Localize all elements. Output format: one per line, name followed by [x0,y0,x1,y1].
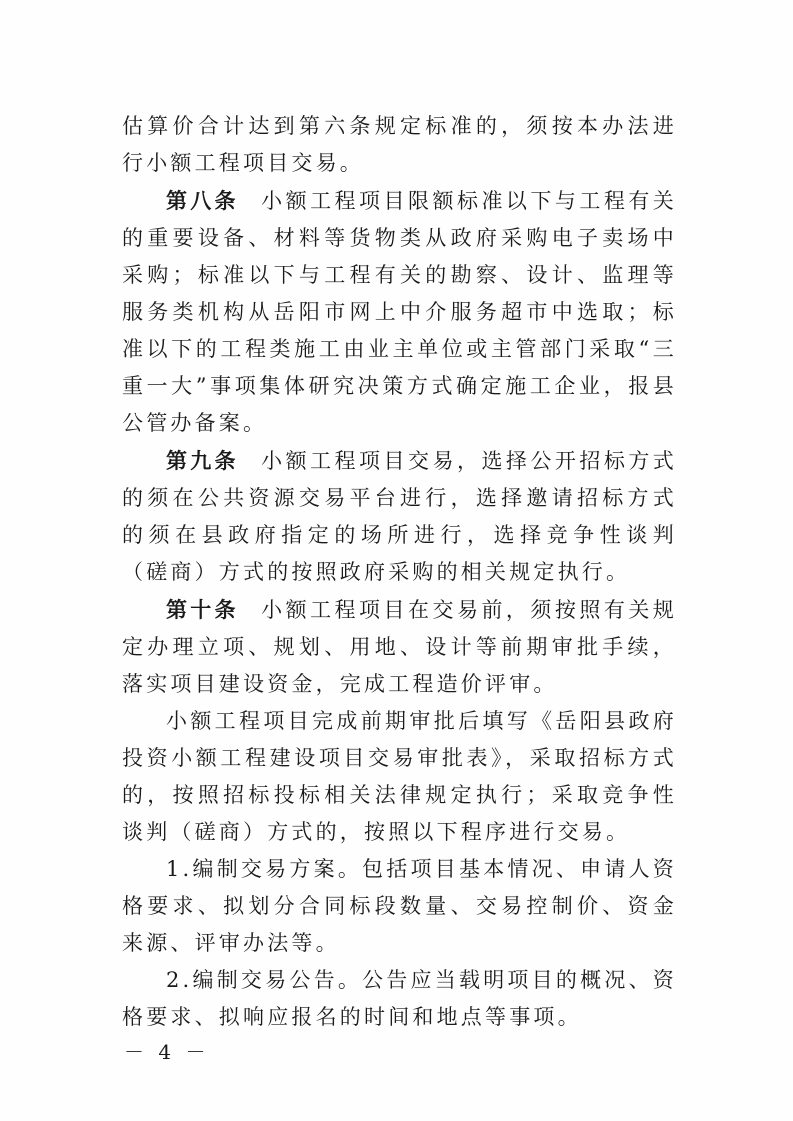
paragraph-text: 估算价合计达到第六条规定标准的，须按本办法进行小额工程项目交易。 [122,114,677,175]
article-10 [122,591,677,703]
paragraph-text: 小额工程项目完成前期审批后填写《岳阳县政府投资小额工程建设项目交易审批表》，采取招标方式的，按照招标投标相关法律规定执行；采取竞争性谈判（磋商）方式的，按照以下程序进行交易。 [122,709,677,844]
paragraph-text: 1.编制交易方案。包括项目基本情况、申请人资格要求、拟划分合同标段数量、交易控制价、资金来源、评审办法等。 [122,857,677,955]
paragraph-text: 小额工程项目在交易前，须按照有关规定办理立项、规划、用地、设计等前期审批手续，落实项目建设资金，完成工程造价评审。 [122,598,677,696]
paragraph-text: 小额工程项目交易，选择公开招标方式的须在公共资源交易平台进行，选择邀请招标方式的须在县政府指定的场所进行，选择竞争性谈判（磋商）方式的按照政府采购的相关规定执行。 [122,449,677,584]
article-8 [122,182,677,442]
list-item-1 [122,851,677,962]
page-number: － 4 － [124,1040,210,1064]
list-item-2 [122,962,677,1036]
article-heading: 第九条 [166,448,239,473]
article-heading: 第八条 [166,188,239,213]
paragraph-text: 2.编制交易公告。公告应当载明项目的概况、资格要求、拟响应报名的时间和地点等事项。 [122,968,677,1029]
article-9 [122,442,677,591]
paragraph-procedure-intro [122,703,677,851]
document-body [122,108,677,1036]
article-heading: 第十条 [166,597,239,622]
paragraph-text: 小额工程项目限额标准以下与工程有关的重要设备、材料等货物类从政府采购电子卖场中采购；标准以下与工程有关的勘察、设计、监理等服务类机构从岳阳市网上中介服务超市中选取；标准以下的工程类施工由业主单位或主管部门采取“三重一大”事项集体研究决策方式确定施工企业，报县公管办备案。 [122,189,677,435]
paragraph-continuation [122,108,677,182]
